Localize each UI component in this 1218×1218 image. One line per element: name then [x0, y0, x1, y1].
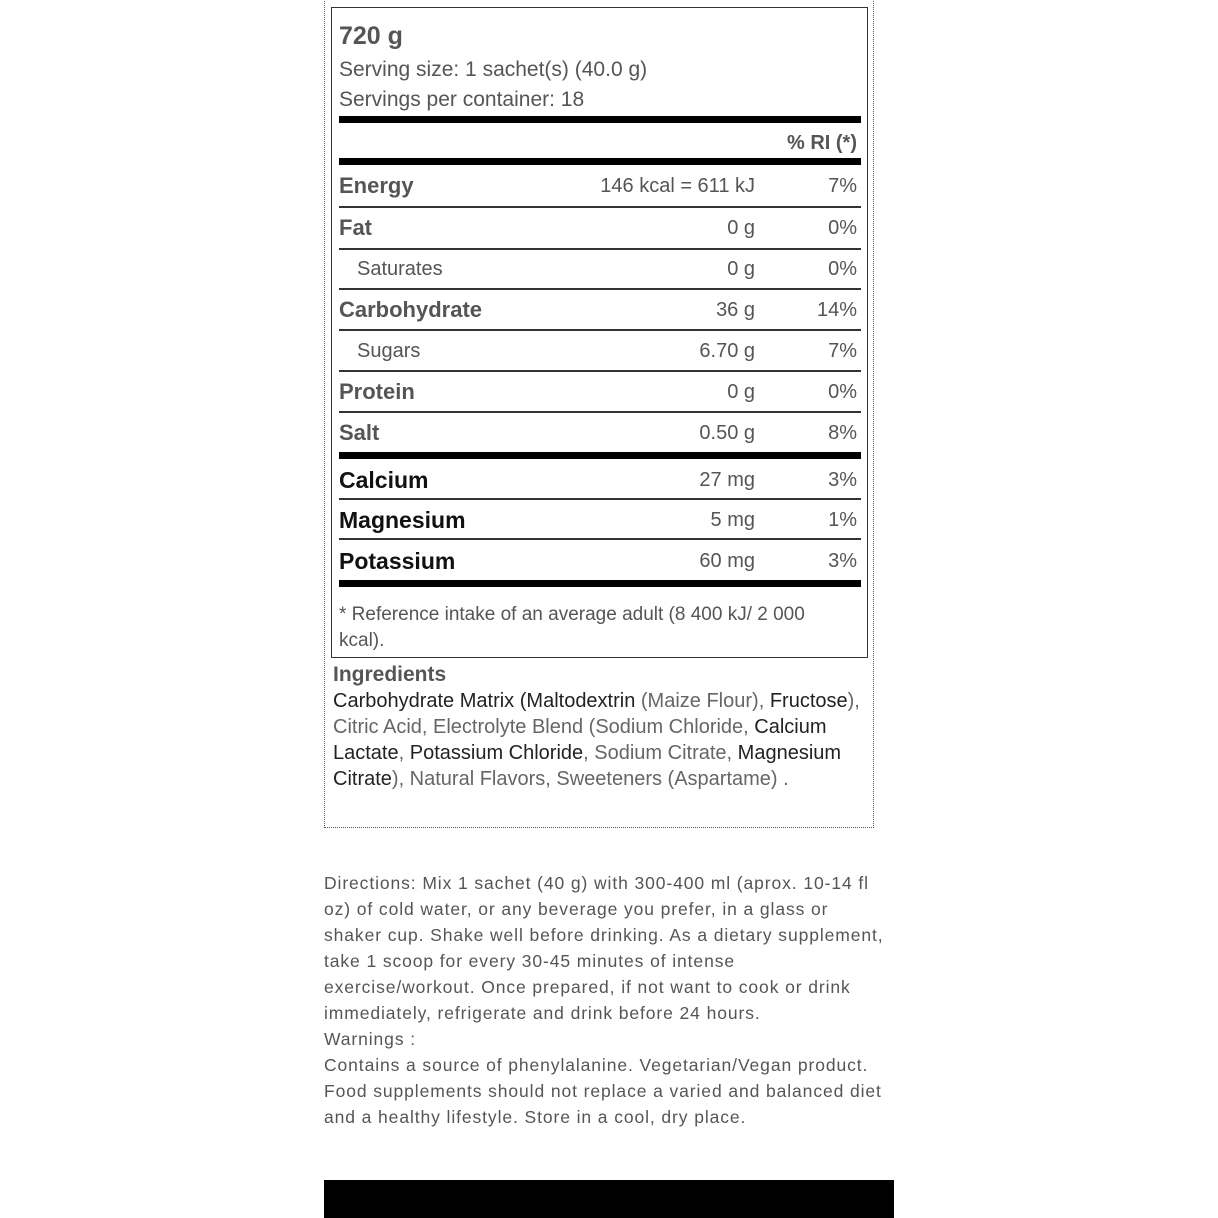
divider-thick — [339, 116, 861, 123]
ingredient-text: (Maize Flour), — [635, 690, 770, 712]
nutrient-row-potassium — [339, 541, 861, 581]
nutrient-row-protein — [339, 372, 861, 412]
divider — [339, 538, 861, 540]
nutrient-amount: 0 g — [727, 258, 755, 280]
nutrient-row-saturates — [339, 249, 861, 289]
reference-footnote: * Reference intake of an average adult (8 400 kJ/ 2 000 kcal). — [339, 604, 805, 651]
nutrient-row-calcium — [339, 460, 861, 500]
nutrient-row-carbohydrate — [339, 290, 861, 330]
nutrient-name: Salt — [339, 420, 380, 445]
ingredient-highlight: Magnesium Citrate — [333, 742, 842, 790]
nutrient-ri: 8% — [828, 422, 857, 444]
divider-thick — [339, 580, 861, 587]
nutrient-ri: 0% — [828, 258, 857, 280]
nutrient-ri: 7% — [828, 175, 857, 197]
nutrient-name: Potassium — [339, 548, 456, 574]
ingredient-text: ), Natural Flavors, Sweeteners (Aspartame) . — [391, 768, 789, 790]
nutrient-row-sugars — [339, 331, 861, 371]
nutrient-name: Calcium — [339, 467, 429, 493]
nutrient-row-magnesium — [339, 500, 861, 540]
servings-per-container: Servings per container: 18 — [339, 88, 585, 111]
nutrient-name: Energy — [339, 173, 414, 198]
nutrient-name: Fat — [339, 215, 372, 240]
nutrient-name: Saturates — [357, 258, 443, 280]
nutrient-amount: 0 g — [727, 381, 755, 403]
ingredients-title: Ingredients — [333, 663, 447, 686]
ingredient-highlight: Fructose — [769, 690, 848, 712]
nutrient-ri: 7% — [828, 340, 857, 362]
ingredient-text: Carbohydrate Matrix ( — [333, 690, 527, 712]
nutrient-amount: 5 mg — [710, 509, 755, 531]
nutrient-amount: 27 mg — [699, 469, 755, 491]
product-info-box — [324, 0, 874, 828]
ingredient-text: , Sodium Citrate, — [583, 742, 738, 764]
warnings-text: Contains a source of phenylalanine. Vegetarian/Vegan product. Food supplements should not replace a varied and balanced diet and a healthy lifestyle. Store in a cool, dry place. — [324, 1055, 882, 1127]
warnings-label: Warnings : — [324, 1029, 416, 1049]
ingredient-highlight: Maltodextrin — [526, 690, 636, 712]
nutrient-name: Magnesium — [339, 507, 466, 533]
net-weight: 720 g — [339, 22, 403, 50]
nutrient-amount: 6.70 g — [699, 340, 755, 362]
ingredient-highlight: Calcium Lactate — [333, 716, 827, 764]
nutrient-amount: 36 g — [716, 299, 755, 321]
divider-thick — [339, 158, 861, 165]
ingredient-text: , — [398, 742, 410, 764]
directions-text: Directions: Mix 1 sachet (40 g) with 300-400 ml (aprox. 10-14 fl oz) of cold water, or any beverage you prefer, in a glass or shaker cup. Shake well before drinking. As a dietary supplement, take 1 scoop for every 30-45 minutes of intense exercise/workout. Once prepared, if not want to cook or drink immediately, refrigerate and drink before 24 hours. — [324, 873, 884, 1023]
nutrient-ri: 0% — [828, 381, 857, 403]
serving-size: Serving size: 1 sachet(s) (40.0 g) — [339, 58, 648, 81]
nutrient-name: Sugars — [357, 340, 421, 362]
nutrient-ri: 14% — [816, 299, 857, 321]
nutrient-name: Protein — [339, 379, 415, 404]
nutrient-ri: 3% — [828, 550, 857, 572]
ingredient-text: ), Citric Acid, Electrolyte Blend (Sodium Chloride, — [333, 690, 860, 738]
nutrient-ri: 1% — [828, 509, 857, 531]
nutrient-row-energy — [339, 166, 861, 206]
nutrient-amount: 60 mg — [699, 550, 755, 572]
ri-header: % RI (*) — [787, 132, 857, 154]
nutrient-name: Carbohydrate — [339, 297, 483, 322]
nutrient-amount: 0.50 g — [699, 422, 755, 444]
nutrient-ri: 3% — [828, 469, 857, 491]
nutrient-amount: 146 kcal = 611 kJ — [600, 175, 755, 197]
ingredients-list — [333, 688, 863, 792]
nutrient-amount: 0 g — [727, 217, 755, 239]
ingredient-highlight: Potassium Chloride — [409, 742, 584, 764]
nutrient-row-fat — [339, 208, 861, 248]
nutrition-facts-panel — [331, 7, 868, 658]
footer-bar — [324, 1180, 894, 1218]
nutrient-row-salt — [339, 413, 861, 453]
directions-section — [324, 870, 884, 1130]
nutrient-ri: 0% — [828, 217, 857, 239]
divider-thick — [339, 452, 861, 459]
